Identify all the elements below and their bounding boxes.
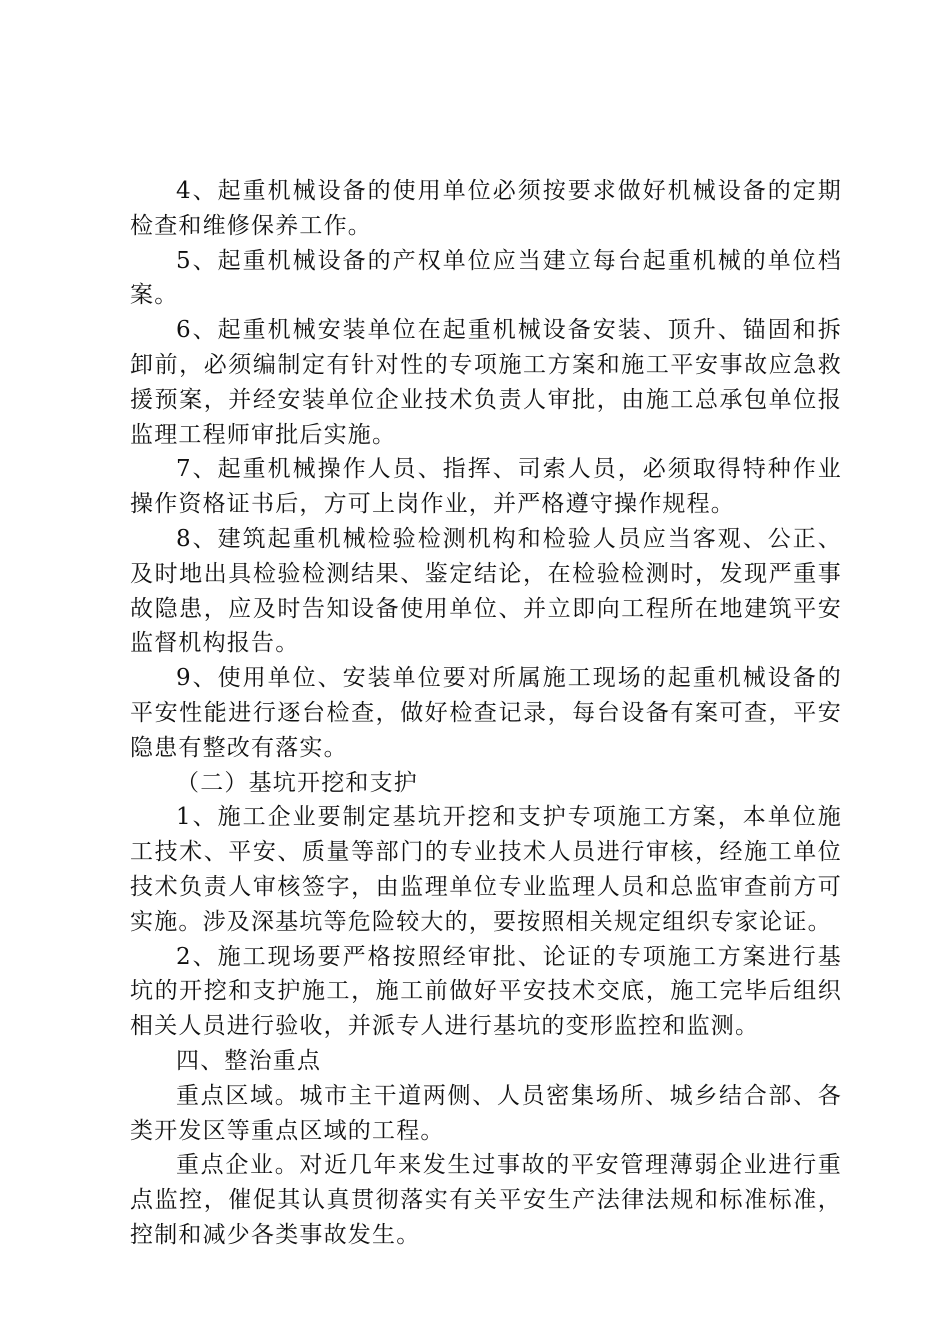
document-body [130,174,842,1253]
section-heading-foundation-pit: （二）基坑开挖和支护 [176,769,418,796]
paragraph-item-9: 9、使用单位、安装单位要对所属施工现场的起重机械设备的平安性能进行逐台检查，做好检查记录，每台设备有案可查，平安隐患有整改有落实。 [130,665,842,761]
paragraph-pit-item-1: 1、施工企业要制定基坑开挖和支护专项施工方案，本单位施工技术、平安、质量等部门的专业技术人员进行审核，经施工单位技术负责人审核签字，由监理单位专业监理人员和总监审查前方可实施。涉及深基坑等危险较大的，要按照相关规定组织专家论证。 [130,804,842,935]
section-heading-key-points: 四、整治重点 [176,1047,322,1074]
paragraph-key-areas: 重点区域。城市主干道两侧、人员密集场所、城乡结合部、各类开发区等重点区域的工程。 [130,1082,842,1144]
paragraph-item-5: 5、起重机械设备的产权单位应当建立每台起重机械的单位档案。 [130,247,842,309]
paragraph-item-6: 6、起重机械安装单位在起重机械设备安装、顶升、锚固和拆卸前，必须编制定有针对性的专项施工方案和施工平安事故应急救援预案，并经安装单位企业技术负责人审批，由施工总承包单位报监理工程师审批后实施。 [130,317,842,448]
paragraph-key-enterprises: 重点企业。对近几年来发生过事故的平安管理薄弱企业进行重点监控，催促其认真贯彻落实有关平安生产法律法规和标准标准，控制和减少各类事故发生。 [130,1152,842,1248]
paragraph-item-4: 4、起重机械设备的使用单位必须按要求做好机械设备的定期检查和维修保养工作。 [130,178,842,239]
paragraph-item-8: 8、建筑起重机械检验检测机构和检验人员应当客观、公正、及时地出具检验检测结果、鉴定结论，在检验检测时，发现严重事故隐患，应及时告知设备使用单位、并立即向工程所在地建筑平安监督机构报告。 [130,525,842,657]
paragraph-item-7: 7、起重机械操作人员、指挥、司索人员，必须取得特种作业操作资格证书后，方可上岗作业，并严格遵守操作规程。 [130,456,842,518]
paragraph-pit-item-2: 2、施工现场要严格按照经审批、论证的专项施工方案进行基坑的开挖和支护施工，施工前做好平安技术交底，施工完毕后组织相关人员进行验收，并派专人进行基坑的变形监控和监测。 [130,943,842,1040]
